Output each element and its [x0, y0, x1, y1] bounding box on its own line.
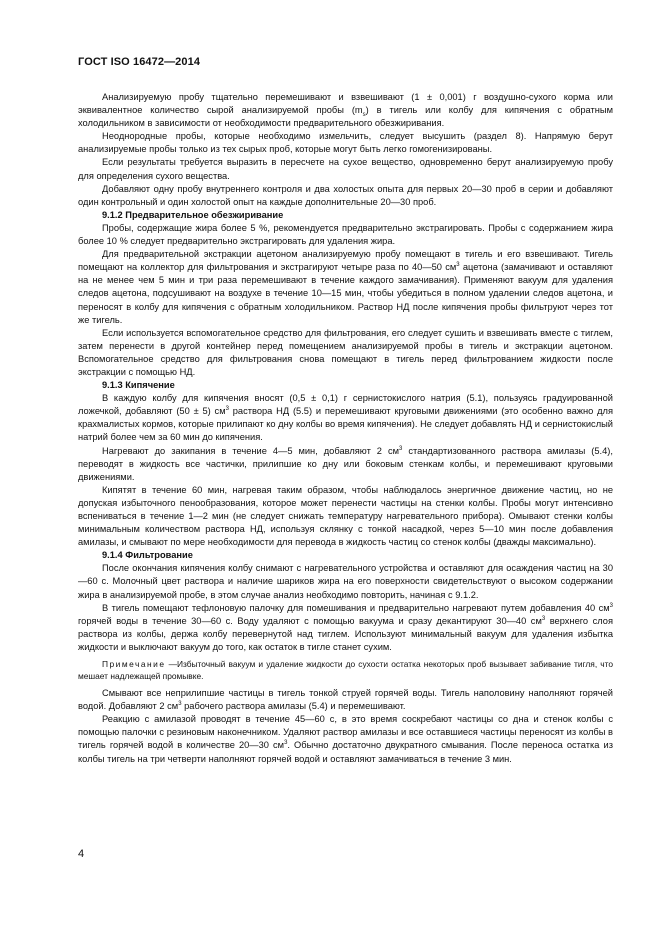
- paragraph: Реакцию с амилазой проводят в течение 45—60 с, в это время соскребают частицы со дна и стенок колбы с помощью палочки с резиновым наконечником. Удаляют раствор амилазы и все оставшиеся частицы переносят из колбы в тигель горячей водой в количестве 20—30 $см^3$. Обычно достаточно двукратного смывания. После переноса остатка из колбы тигель на три четверти наполняют горячей водой и оставляют замачиваться в течение 3 мин.: [78, 714, 613, 764]
- paragraph: После окончания кипячения колбу снимают с нагревательного устройства и оставляют для осаждения частиц на 30—60 с. Молочный цвет раствора и наличие шариков жира на его поверхности свидетельствуют о высоком содержании жира в анализируемой пробе, в этом случае анализ необходимо повторить, начиная с 9.1.2.: [78, 563, 613, 600]
- paragraph: Если результаты требуется выразить в пересчете на сухое вещество, одновременно берут анализируемую пробу для определения сухого вещества.: [78, 157, 613, 181]
- note: [78, 658, 613, 682]
- paragraph: Анализируемую пробу тщательно перемешивают и взвешивают (1 ± 0,001) г воздушно-сухого корма или эквивалентное количество сырой анализируемой пробы $(m_s)$ в тигель или колбу для кипячения с обратным холодильником в зависимости от необходимости предварительного обезжиривания.: [78, 92, 613, 129]
- section-heading-9-1-4: 9.1.4 Фильтрование: [102, 550, 193, 561]
- paragraph: Смывают все неприлипшие частицы в тигель тонкой струей горячей воды. Тигель наполовину наполняют горячей водой. Добавляют 2 $см^3$ рабочего раствора амилазы (5.4) и перемешивают.: [78, 688, 613, 712]
- paragraph: В каждую колбу для кипячения вносят (0,5 ± 0,1) г сернистокислого натрия (5.1), пользуясь градуированной ложечкой, добавляют (50 ± 5) $см^3$ раствора НД (5.5) и перемешивают круговыми движениями (это особенно важно для крахмалистых кормов, которые прилипают ко дну колбы во время кипячения). Не следует добавлять НД и сернистокислый натрий более чем за 60 мин до кипячения.: [78, 393, 613, 443]
- paragraph: Кипятят в течение 60 мин, нагревая таким образом, чтобы наблюдалось энергичное движение частиц, но не допуская избыточного пенообразования, которое может перенести частицы на стенки колбы. Пробы могут интенсивно вспениваться в течение 1—2 мин (не следует снижать температуру нагревательного прибора). Омывают стенки колбы минимальным количеством раствора НД, используя склянку с тонкой насадкой, через 5—10 мин после добавления амилазы, и смывают по мере необходимости для перевода в жидкость частиц со стенок колбы (дважды максимально).: [78, 484, 613, 548]
- paragraph: Добавляют одну пробу внутреннего контроля и два холостых опыта для первых 20—30 проб в серии и добавляют один контрольный и один холостой опыт на каждые дополнительные 20—30 проб.: [78, 183, 613, 207]
- note-label: Примечание: [102, 659, 166, 670]
- document-body: [78, 91, 613, 766]
- note-text: —Избыточный вакуум и удаление жидкости до сухости остатка некоторых проб вызывает забивание тигля, что мешает надлежащей промывке.: [78, 659, 613, 682]
- paragraph: Нагревают до закипания в течение 4—5 мин, добавляют 2 $см^3$ стандартизованного раствора амилазы (5.4), переводят в жидкость все частички, прилипшие ко дну или боковым стенкам колбы, и перемешивают круговыми движениями.: [78, 445, 613, 482]
- paragraph: Если используется вспомогательное средство для фильтрования, его следует сушить и взвешивать вместе с тиглем, затем перенести в другой контейнер перед помещением анализируемой пробы в тигель и экстракции ацетоном. Вспомогательное средство для фильтрования снова помещают в тигель перед фильтрованием жидкости после экстракции с помощью НД.: [78, 327, 613, 377]
- paragraph: Пробы, содержащие жира более 5 %, рекомендуется предварительно экстрагировать. Пробы с содержанием жира более 10 % следует предварительно экстрагировать для удаления жира.: [78, 222, 613, 247]
- paragraph: В тигель помещают тефлоновую палочку для помешивания и предварительно нагревают путем добавления 40 $см^3$ горячей воды в течение 30—60 с. Воду удаляют с помощью вакуума и сразу декантируют 30—40 $см^3$ верхнего слоя раствора из колбы, держа колбу перевернутой над тиглем. Используют минимальный вакуум для удаления избытка жидкости и выключают вакуум до того, как остаток в тигле станет сухим.: [78, 602, 613, 652]
- page-number: 4: [78, 848, 85, 860]
- section-heading-9-1-2: 9.1.2 Предварительное обезжиривание: [102, 209, 284, 220]
- paragraph: Для предварительной экстракции ацетоном анализируемую пробу помещают в тигель и его взвешивают. Тигель помещают на коллектор для фильтрования и экстрагируют четыре раза по 40—50 $см^3$ ацетона (замачивают и оставляют на не менее чем 5 мин и три раза перемешивают в течение каждого замачивания). Применяют вакуум для удаления следов ацетона, подсушивают на воздухе в течение 10—15 мин, чтобы убедиться в полном удалении следов ацетона, и переносят в колбу для кипячения с обратным холодильником. Раствор НД после кипячения пробы фильтруют через тот же тигель.: [78, 249, 614, 325]
- document-header: ГОСТ ISO 16472—2014: [78, 56, 201, 68]
- paragraph: Неоднородные пробы, которые необходимо измельчить, следует высушить (раздел 8). Напрямую берут анализируемые пробы только из тех сырых проб, которые могут быть легко гомогенизированы.: [78, 131, 613, 155]
- section-heading-9-1-3: 9.1.3 Кипячение: [102, 380, 175, 391]
